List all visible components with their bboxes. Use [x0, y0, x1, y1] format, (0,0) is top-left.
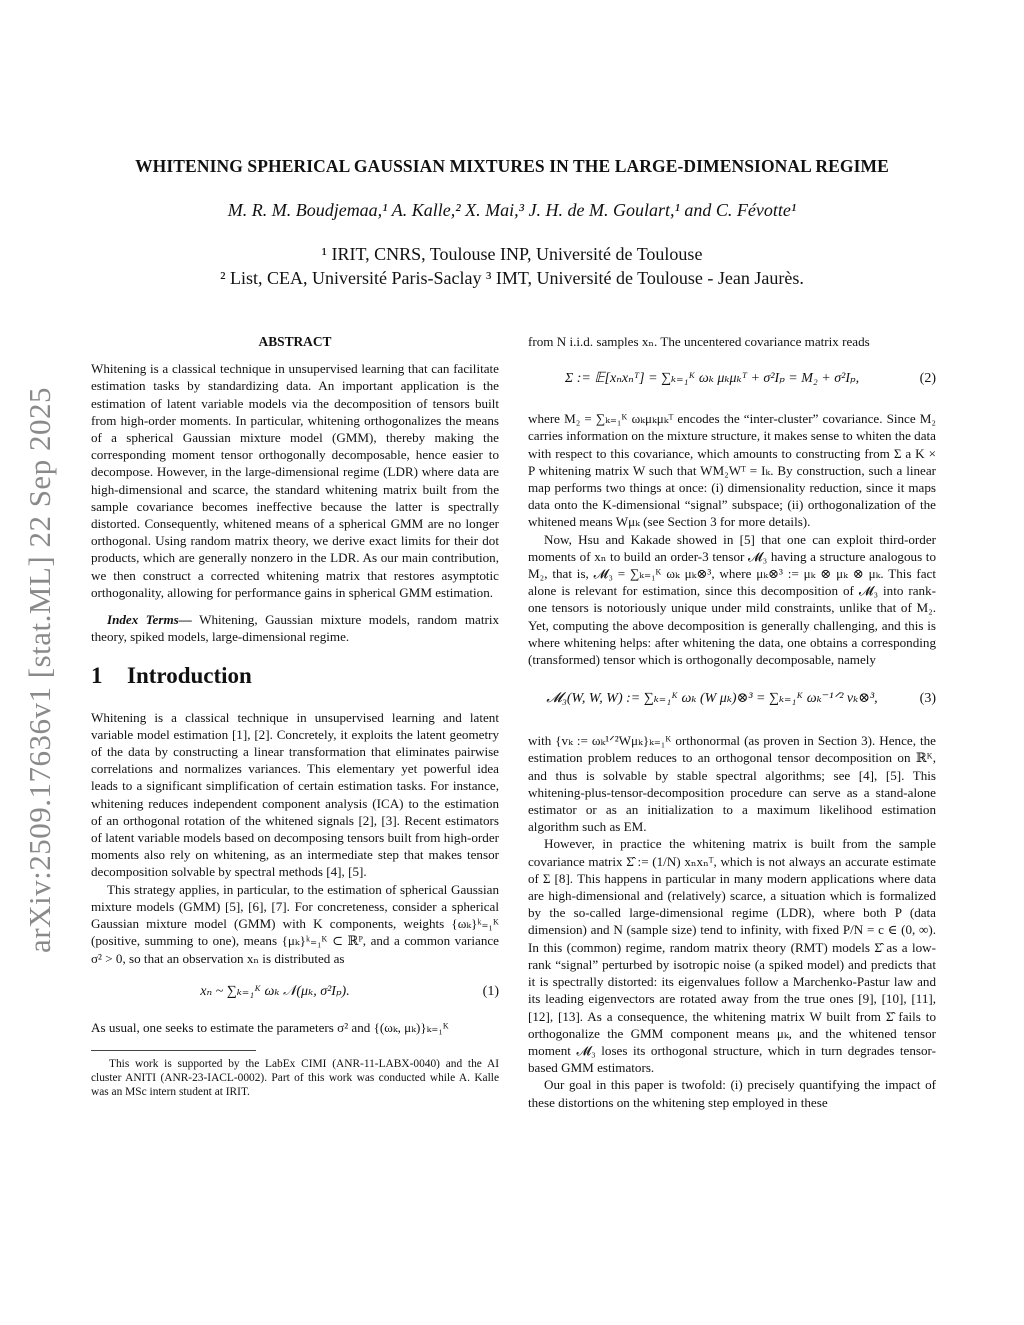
right-paragraph-2: where M₂ = ∑ₖ₌₁ᴷ ωₖμₖμₖᵀ encodes the “inter-cluster” covariance. Since M₂ carries information on the mixture structure, it makes sense to whiten the data with respect to this covariance, which amounts to constructing from Σ a K × P whitening matrix W such that WM₂Wᵀ = Iₖ. By construction, such a linear map performs two things at once: (i) dimensionality reduction, since it maps data onto the K-dimensional “signal” subspace; (ii) orthogonalization of the whitened means Wμₖ (see Section 3 for more details). [528, 411, 936, 530]
equation-2 [528, 350, 936, 410]
equation-2-number: (2) [919, 371, 936, 387]
affiliation-line-2: ² List, CEA, Université Paris-Saclay ³ IMT, Université de Toulouse - Jean Jaurès. [220, 268, 804, 288]
abstract-text: Whitening is a classical technique in unsupervised learning that can facilitate estimation tasks by standardizing data. An important application is the estimation of latent variable models via the decomposition of tensors built from high-order moments. In particular, whitening orthogonalizes the means of a spherical Gaussian mixture model (GMM), thereby making the corresponding moment tensor orthogonally decomposable, hence easier to decompose. However, in the large-dimensional regime (LDR) where data are high-dimensional and scarce, the standard whitening matrix built from the sample covariance becomes ineffective because the latter is spectrally distorted. Consequently, whitened means of a spherical GMM are no longer orthogonal. Using random matrix theory, we derive exact limits for their dot products, which are generally nonzero in the LDR. As our main contribution, we then construct a corrected whitening matrix that restores asymptotic orthogonality, allowing for performance gains in spherical GMM estimation. [91, 361, 499, 600]
index-terms-text: Whitening, Gaussian mixture models, random matrix theory, spiked models, large-dimensional regime. [91, 612, 499, 645]
right-paragraph-3: Now, Hsu and Kakade showed in [5] that one can exploit third-order moments of xₙ to build an order-3 tensor 𝓜₃ having a structure analogous to M₂, that is, 𝓜₃ = ∑ₖ₌₁ᴷ ωₖ μₖ⊗³, where μₖ⊗³ := μₖ ⊗ μₖ ⊗ μₖ. This fact alone is relevant for estimation, since this decomposition of 𝓜₃ into rank-one tensors is notoriously unique under mild constraints, unlike that of M₂. Yet, computing the above decomposition is generally challenging, and this is where whitening helps: after whitening the data, one obtains a corresponding (transformed) tensor which is orthogonally decomposable, namely [528, 531, 936, 668]
author-list: M. R. M. Boudjemaa,¹ A. Kalle,² X. Mai,³ J. H. de M. Goulart,¹ and C. Févotte¹ [227, 200, 797, 220]
equation-3-number: (3) [919, 691, 936, 707]
affiliation-line-1: ¹ IRIT, CNRS, Toulouse INP, Université de Toulouse [321, 244, 703, 264]
right-column [528, 333, 936, 1111]
equation-1-body: xₙ ~ ∑ₖ₌₁ᴷ ωₖ 𝒩(μₖ, σ²Iₚ). [200, 983, 350, 999]
arxiv-sidebar-stamp [10, 360, 70, 980]
abstract-heading: ABSTRACT [258, 334, 332, 349]
right-paragraph-1: from N i.i.d. samples xₙ. The uncentered covariance matrix reads [528, 334, 870, 349]
intro-paragraph-1: Whitening is a classical technique in unsupervised learning and latent variable model estimation [1], [2]. Concretely, it exploits the latent geometry of the data by constructing a linear transformation that eliminates pairwise correlations and normalizes variances. This elementary yet powerful idea leads to a significant simplification of certain estimation tasks. For instance, whitening reduces independent component analysis (ICA) to the estimation of an orthogonal rotation of the whitened signals [2], [3]. Recent estimators of latent variable models based on decomposing tensors built from high-order moments also rely on whitening, as an intermediate step that makes tensor decomposition solvable by spectral methods [4], [5]. [91, 709, 499, 880]
right-paragraph-5: However, in practice the whitening matrix is built from the sample covariance matrix Σ̂ := (1/N) xₙxₙᵀ, which is not always an accurate estimate of Σ [8]. This happens in particular in many modern applications where data are high-dimensional and (relatively) scarce, a situation which is formalized by the so-called large-dimensional regime (LDR), where both P (data dimension) and N (sample size) tend to infinity, with fixed P/N = c ∈ (0, ∞). In this (common) regime, random matrix theory (RMT) models Σ̂ as a low-rank “signal” perturbed by isotropic noise (a spiked model) and predicts that it is spectrally distorted: its eigenvalues follow a Marchenko-Pastur law and its leading eigenvectors are rotated away from the true ones [9], [10], [11], [12], [13]. As a consequence, the whitening matrix W built from Σ̂ fails to orthogonalize the GMM component means μₖ, and the whitened tensor moment 𝓜₃ loses its orthogonal structure, which in turn degrades tensor-based GMM estimators. [528, 836, 936, 1076]
arxiv-id: arXiv:2509.17636v1 [stat.ML] 22 Sep 2025 [22, 387, 57, 953]
equation-3 [528, 668, 936, 732]
equation-3-body: 𝓜₃(W, W, W) := ∑ₖ₌₁ᴷ ωₖ (W μₖ)⊗³ = ∑ₖ₌₁ᴷ ωₖ⁻¹ᐟ² vₖ⊗³, [546, 691, 878, 707]
equation-1-number: (1) [482, 983, 499, 999]
section-title: Introduction [127, 663, 252, 689]
section-heading-introduction [91, 663, 499, 689]
right-paragraph-6: Our goal in this paper is twofold: (i) precisely quantifying the impact of these distortions on the whitening step employed in these [528, 1077, 936, 1110]
equation-2-body: Σ := 𝔼[xₙxₙᵀ] = ∑ₖ₌₁ᴷ ωₖ μₖμₖᵀ + σ²Iₚ = M₂ + σ²Iₚ, [564, 371, 860, 387]
intro-paragraph-3: As usual, one seeks to estimate the parameters σ² and {(ωₖ, μₖ)}ₖ₌₁ᴷ [91, 1019, 449, 1035]
right-paragraph-4: with {vₖ := ωₖ¹ᐟ²Wμₖ}ₖ₌₁ᴷ orthonormal (as proven in Section 3). Hence, the estimation problem reduces to an orthogonal tensor decomposition on ℝᴷ, and thus is solvable by stable spectral algorithms; see [4], [5]. This whitening-plus-tensor-decomposition procedure can serve as a stand-alone estimator or as an initialization to a maximum likelihood estimation algorithm such as EM. [528, 733, 936, 835]
left-column [91, 333, 499, 1099]
index-terms [91, 611, 499, 645]
section-number: 1 [91, 663, 103, 689]
paper-title: WHITENING SPHERICAL GAUSSIAN MIXTURES IN THE LARGE-DIMENSIONAL REGIME [135, 156, 889, 176]
footnote: This work is supported by the LabEx CIMI (ANR-11-LABX-0040) and the AI cluster ANITI (ANR-23-IACL-0002). Part of this work was conducted while A. Kalle was an MSc intern student at IRIT. [91, 1057, 499, 1098]
footnote-divider [91, 1050, 256, 1051]
intro-paragraph-2: This strategy applies, in particular, to the estimation of spherical Gaussian mixture models (GMM) [5], [6], [7]. For concreteness, consider a spherical Gaussian mixture model (GMM) with K components, weights {ωₖ}ᵏ₌₁ᴷ (positive, summing to one), means {μₖ}ᵏ₌₁ᴷ ⊂ ℝᴾ, and a common variance σ² > 0, so that an observation xₙ is distributed as [91, 881, 499, 966]
index-terms-label: Index Terms— [107, 612, 192, 628]
equation-1 [91, 967, 499, 1019]
